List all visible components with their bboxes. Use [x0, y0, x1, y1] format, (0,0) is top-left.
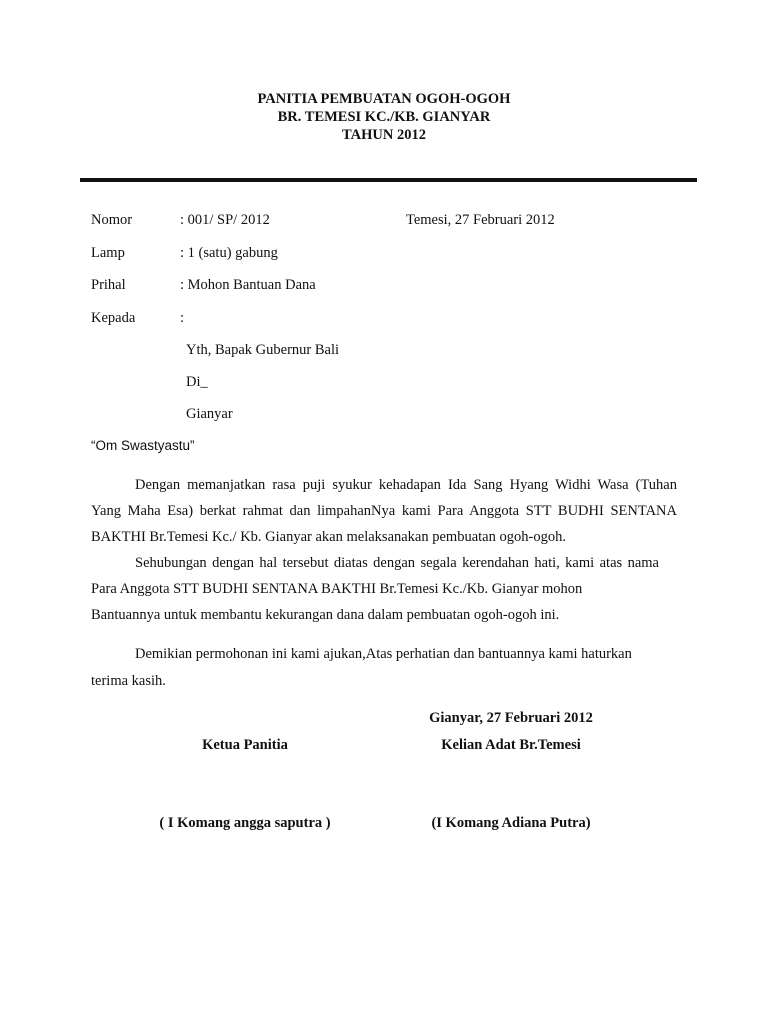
right-signatory-title: Kelian Adat Br.Temesi	[441, 737, 581, 753]
lamp-label: Lamp	[91, 245, 125, 261]
kepada-label: Kepada	[91, 310, 136, 326]
header-line-2: BR. TEMESI KC./KB. GIANYAR	[277, 109, 491, 125]
right-signatory-name: (I Komang Adiana Putra)	[431, 815, 591, 831]
recipient-line-3: Gianyar	[186, 406, 233, 422]
paragraph-1-line-3: BAKTHI Br.Temesi Kc./ Kb. Gianyar akan melaksanakan pembuatan ogoh-ogoh.	[91, 529, 566, 545]
recipient-line-1: Yth, Bapak Gubernur Bali	[186, 342, 340, 358]
paragraph-2-line-2: Para Anggota STT BUDHI SENTANA BAKTHI Br.Temesi Kc./Kb. Gianyar mohon	[91, 581, 583, 597]
header-divider	[80, 178, 697, 182]
nomor-value: : 001/ SP/ 2012	[180, 212, 270, 228]
signature-date: Gianyar, 27 Februari 2012	[429, 710, 593, 726]
prihal-label: Prihal	[91, 277, 126, 293]
letter-date: Temesi, 27 Februari 2012	[406, 212, 555, 228]
paragraph-3-line-1: Demikian permohonan ini kami ajukan,Atas perhatian dan bantuannya kami haturkan	[135, 646, 632, 662]
greeting: “Om Swastyastu”	[91, 438, 195, 453]
nomor-label: Nomor	[91, 212, 133, 228]
paragraph-2-line-3: Bantuannya untuk membantu kekurangan dana dalam pembuatan ogoh-ogoh ini.	[91, 607, 560, 623]
paragraph-3-line-2: terima kasih.	[91, 673, 166, 689]
paragraph-1-line-2: Yang Maha Esa) berkat rahmat dan limpahanNya kami Para Anggota STT BUDHI SENTANA	[91, 503, 677, 519]
header-line-3: TAHUN 2012	[342, 127, 426, 143]
recipient-line-2: Di_	[186, 374, 208, 390]
paragraph-2-line-1: Sehubungan dengan hal tersebut diatas dengan segala kerendahan hati, kami atas nama	[135, 555, 659, 571]
left-signatory-title: Ketua Panitia	[202, 737, 288, 753]
paragraph-1-line-1: Dengan memanjatkan rasa puji syukur kehadapan Ida Sang Hyang Widhi Wasa (Tuhan	[135, 477, 677, 493]
header-line-1: PANITIA PEMBUATAN OGOH-OGOH	[257, 91, 511, 107]
kepada-value: :	[180, 310, 185, 326]
prihal-value: : Mohon Bantuan Dana	[180, 277, 316, 293]
left-signatory-name: ( I Komang angga saputra )	[159, 815, 331, 831]
lamp-value: : 1 (satu) gabung	[180, 245, 278, 261]
